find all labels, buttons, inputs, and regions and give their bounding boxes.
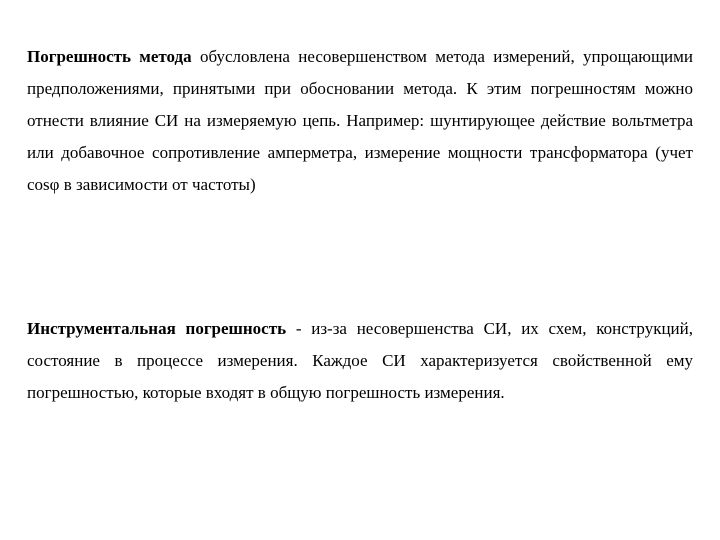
method-error-term: Погрешность метода bbox=[27, 47, 192, 66]
instrumental-error-text: - из-за несовершенства СИ, их схем, конструкций, состояние в процессе измерения. Каждое СИ характеризуется свойственной ему погрешностью, которые входят в общую погрешность измерения. bbox=[27, 319, 693, 402]
instrumental-error-term: Инструментальная погрешность bbox=[27, 319, 287, 338]
method-error-text: обусловлена несовершенством метода измерений, упрощающими предположениями, принятыми при обосновании метода. К этим погрешностям можно отнести влияние СИ на измеряемую цепь. Например: шунтирующее действие вольтметра или добавочное сопротивление амперметра, измерение мощности трансформатора (учет cosφ в зависимости от частоты) bbox=[27, 47, 694, 194]
instrumental-error-paragraph bbox=[27, 313, 693, 409]
method-error-paragraph bbox=[27, 41, 693, 201]
